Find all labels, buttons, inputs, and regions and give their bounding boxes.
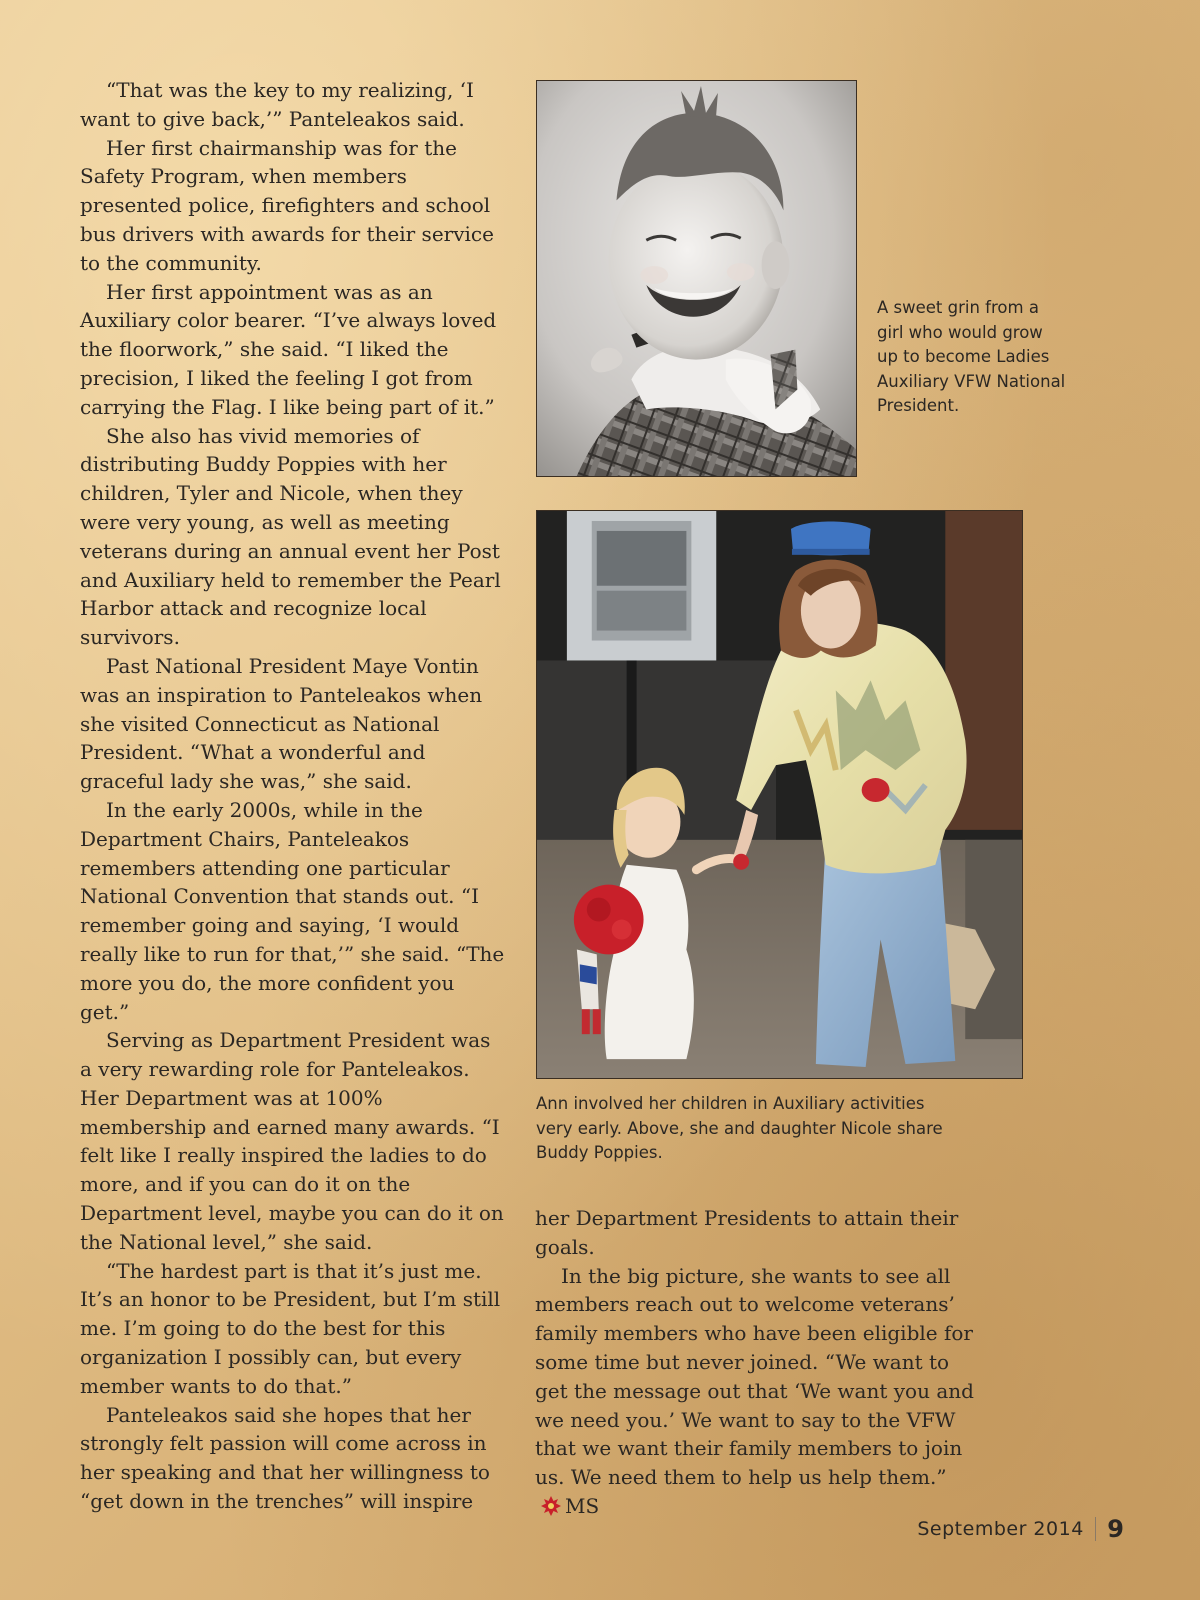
mother-daughter-photo-caption: Ann involved her children in Auxiliary activities very early. Above, she and daughter Nicole share Buddy Poppies.: [536, 1094, 943, 1162]
issue-date: September 2014: [917, 1518, 1084, 1540]
article-paragraph: Her first appointment was as an Auxiliary color bearer. “I’ve always loved the floorwork,” she said. “I liked the precision, I liked the feeling I got from carrying the Flag. I like being part of it.”: [80, 279, 497, 419]
article-paragraph: Past National President Maye Vontin was an inspiration to Panteleakos when she visited Connecticut as National President. “What a wonderful and graceful lady she was,” she said.: [80, 653, 483, 794]
article-paragraph: Serving as Department President was a very rewarding role for Panteleakos. Her Department was at 100% membership and earned many awards. “I felt like I really inspired the ladies to do more, and if you can do it on the Department level, maybe you can do it on the National level,” she said.: [80, 1028, 504, 1254]
article-right-column: [535, 1204, 975, 1521]
article-paragraph: “The hardest part is that it’s just me. It’s an honor to be President, but I’m still me. I’m going to do the best for this organization I possibly can, but every member wants to do that.”: [80, 1258, 501, 1398]
footer-divider: [1095, 1517, 1097, 1541]
page-number: 9: [1107, 1515, 1124, 1543]
vfw-cross-emblem-icon: [541, 1496, 561, 1516]
article-paragraph: She also has vivid memories of distributing Buddy Poppies with her children, Tyler and Nicole, when they were very young, as well as meeting veterans during an annual event her Post and Auxiliary held to remember the Pearl Harbor attack and recognize local survivors.: [80, 423, 501, 650]
article-paragraph: “That was the key to my realizing, ‘I want to give back,’” Panteleakos said.: [80, 78, 474, 131]
mother-daughter-photo: [536, 510, 1023, 1079]
article-left-column: [80, 76, 505, 1516]
article-paragraph-final: [535, 1262, 975, 1521]
article-paragraph-final-text: In the big picture, she wants to see all members reach out to welcome veterans’ family members who have been eligible for some time but never joined. “We want to get the message out that ‘We want you and we need you.’ We want to say to the VFW that we want their family members to join us. We need them to help us help them.”: [535, 1263, 974, 1490]
article-paragraph: Panteleakos said she hopes that her strongly felt passion will come across in her speaking and that her willingness to “get down in the trenches” will inspire: [80, 1402, 490, 1514]
baby-photo: [536, 80, 857, 477]
article-paragraph: Her first chairmanship was for the Safety Program, when members presented police, firefighters and school bus drivers with awards for their service to the community.: [80, 135, 494, 275]
baby-photo-image: [537, 81, 856, 476]
baby-photo-caption: A sweet grin from a girl who would grow up to become Ladies Auxiliary VFW National President.: [877, 298, 1066, 415]
article-paragraph: In the early 2000s, while in the Department Chairs, Panteleakos remembers attending one particular National Convention that stands out. “I remember going and saying, ‘I would really like to run for that,’” she said. “The more you do, the more confident you get.”: [80, 797, 505, 1024]
article-paragraph-continuation: her Department Presidents to attain their goals.: [535, 1206, 959, 1259]
author-signature: MS: [565, 1493, 600, 1518]
mother-daughter-photo-image: [537, 511, 1022, 1078]
page-footer: [917, 1515, 1124, 1543]
